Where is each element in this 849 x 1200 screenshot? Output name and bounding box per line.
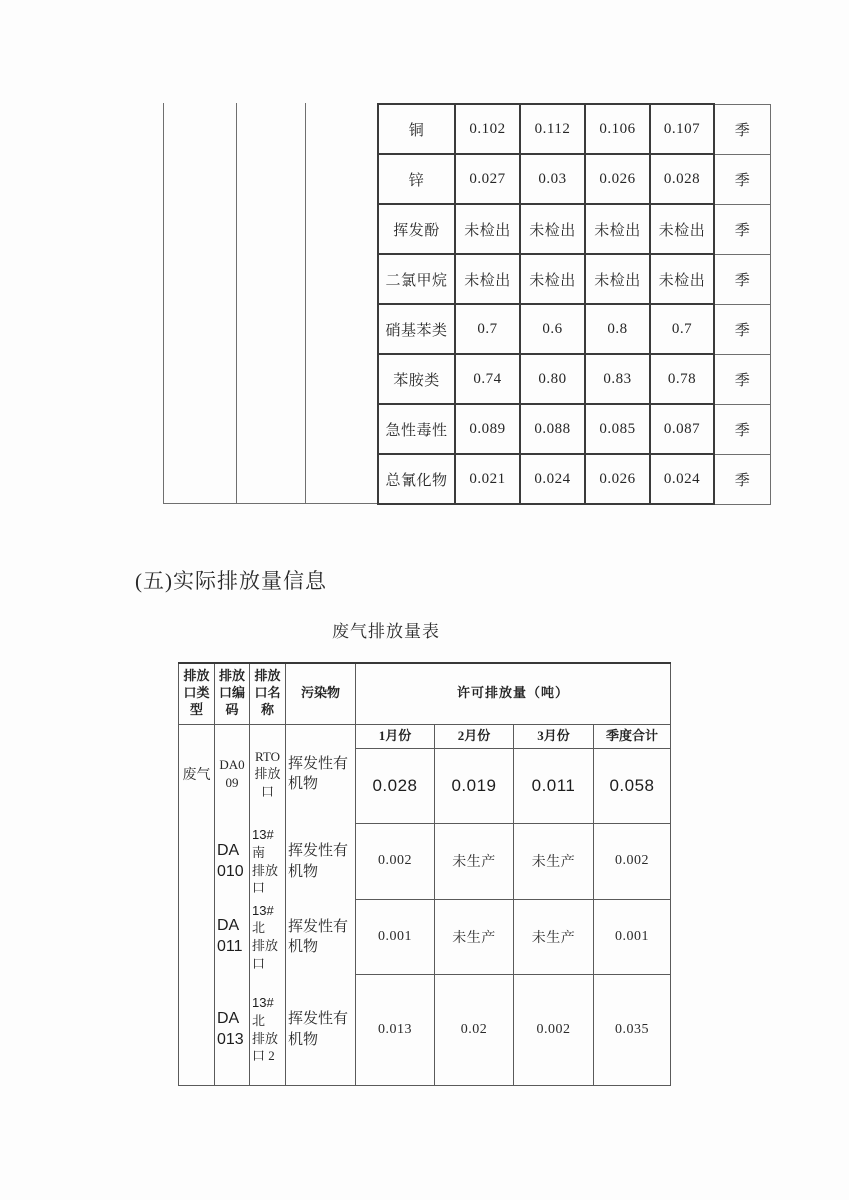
pollutant-cell: 二氯甲烷 bbox=[378, 254, 455, 304]
header-month-1: 1月份 bbox=[356, 724, 435, 748]
value-cell: 未检出 bbox=[585, 254, 650, 304]
value-cell: 0.106 bbox=[585, 104, 650, 154]
monthly-value-cell: 0.011 bbox=[514, 748, 594, 823]
pollutant-cell: 挥发性有机物 bbox=[288, 1011, 349, 1048]
monitoring-table-left-columns bbox=[163, 103, 377, 504]
header-outlet-type: 排放 口类 型 bbox=[179, 663, 215, 724]
quarter-cell: 季 bbox=[714, 454, 770, 504]
monthly-value-cell: 0.013 bbox=[356, 975, 435, 1085]
value-cell: 0.03 bbox=[520, 154, 585, 204]
outlet-code-cell: DA 011 bbox=[217, 917, 243, 955]
value-cell: 0.107 bbox=[650, 104, 714, 154]
quarter-total-cell: 0.058 bbox=[594, 748, 671, 823]
pollutant-column bbox=[286, 724, 356, 1085]
monthly-value-cell: 未生产 bbox=[435, 823, 514, 899]
header-row bbox=[179, 663, 671, 724]
table-row bbox=[378, 154, 770, 204]
value-cell: 0.112 bbox=[520, 104, 585, 154]
value-cell: 0.089 bbox=[455, 404, 520, 454]
subheader-row bbox=[179, 724, 671, 748]
quarter-cell: 季 bbox=[714, 154, 770, 204]
outlet-name-cell: RTO 排放 口 bbox=[254, 748, 281, 799]
outlet-type-column bbox=[179, 724, 215, 1085]
value-cell: 0.027 bbox=[455, 154, 520, 204]
quarter-total-cell: 0.001 bbox=[594, 899, 671, 974]
pollutant-cell: 总氰化物 bbox=[378, 454, 455, 504]
monitoring-empty-column bbox=[306, 103, 377, 503]
value-cell: 0.026 bbox=[585, 154, 650, 204]
pollutant-cell: 锌 bbox=[378, 154, 455, 204]
value-cell: 未检出 bbox=[520, 254, 585, 304]
outlet-type-cell: 废气 bbox=[182, 768, 211, 783]
value-cell: 未检出 bbox=[585, 204, 650, 254]
monthly-value-cell: 未生产 bbox=[435, 899, 514, 974]
outlet-name-cell: 13#北 排放 口 bbox=[252, 902, 279, 971]
pollutant-cell: 苯胺类 bbox=[378, 354, 455, 404]
monthly-value-cell: 0.002 bbox=[356, 823, 435, 899]
value-cell: 未检出 bbox=[455, 254, 520, 304]
table-row bbox=[378, 454, 770, 504]
header-month-2: 2月份 bbox=[435, 724, 514, 748]
value-cell: 0.80 bbox=[520, 354, 585, 404]
header-quarter-total: 季度合计 bbox=[594, 724, 671, 748]
value-cell: 0.028 bbox=[650, 154, 714, 204]
header-outlet-name: 排放 口名 称 bbox=[250, 663, 286, 724]
outlet-code-cell: DA 013 bbox=[217, 1009, 244, 1048]
monitoring-empty-column bbox=[164, 103, 237, 503]
emission-table-title: 废气排放量表 bbox=[332, 622, 440, 641]
monitoring-empty-column bbox=[237, 103, 306, 503]
monthly-value-cell: 0.028 bbox=[356, 748, 435, 823]
header-permitted-amount: 许可排放量（吨） bbox=[356, 663, 671, 724]
pollutant-cell: 硝基苯类 bbox=[378, 304, 455, 354]
value-cell: 0.024 bbox=[520, 454, 585, 504]
value-cell: 未检出 bbox=[455, 204, 520, 254]
monthly-value-cell: 0.002 bbox=[514, 975, 594, 1085]
outlet-code-cell: DA 010 bbox=[217, 841, 244, 880]
value-cell: 0.6 bbox=[520, 304, 585, 354]
emission-table bbox=[178, 662, 671, 1086]
pollutant-cell: 挥发酚 bbox=[378, 204, 455, 254]
quarter-cell: 季 bbox=[714, 104, 770, 154]
pollutant-cell: 挥发性有机物 bbox=[288, 918, 349, 955]
quarter-total-cell: 0.035 bbox=[594, 975, 671, 1085]
header-pollutant: 污染物 bbox=[286, 663, 356, 724]
value-cell: 0.087 bbox=[650, 404, 714, 454]
quarter-cell: 季 bbox=[714, 304, 770, 354]
pollutant-cell: 铜 bbox=[378, 104, 455, 154]
monthly-value-cell: 0.019 bbox=[435, 748, 514, 823]
value-cell: 0.024 bbox=[650, 454, 714, 504]
monthly-value-cell: 0.02 bbox=[435, 975, 514, 1085]
outlet-name-cell: 13#南 排放 口 bbox=[252, 827, 279, 896]
value-cell: 0.026 bbox=[585, 454, 650, 504]
header-outlet-code: 排放 口编 码 bbox=[215, 663, 250, 724]
quarter-total-cell: 0.002 bbox=[594, 823, 671, 899]
outlet-code-column bbox=[215, 724, 250, 1085]
quarter-cell: 季 bbox=[714, 404, 770, 454]
header-month-3: 3月份 bbox=[514, 724, 594, 748]
table-row bbox=[378, 404, 770, 454]
value-cell: 0.74 bbox=[455, 354, 520, 404]
value-cell: 0.7 bbox=[455, 304, 520, 354]
outlet-code-cell: DA0 09 bbox=[219, 757, 245, 790]
table-row bbox=[378, 304, 770, 354]
value-cell: 0.8 bbox=[585, 304, 650, 354]
section-heading: (五)实际排放量信息 bbox=[135, 569, 327, 593]
outlet-name-cell: 13#北 排放 口 2 bbox=[252, 995, 279, 1064]
value-cell: 0.7 bbox=[650, 304, 714, 354]
table-row bbox=[378, 204, 770, 254]
value-cell: 0.78 bbox=[650, 354, 714, 404]
value-cell: 0.102 bbox=[455, 104, 520, 154]
quarter-cell: 季 bbox=[714, 254, 770, 304]
quarter-cell: 季 bbox=[714, 354, 770, 404]
pollutant-cell: 挥发性有机物 bbox=[288, 755, 349, 792]
outlet-name-column bbox=[250, 724, 286, 1085]
table-row bbox=[378, 254, 770, 304]
value-cell: 0.088 bbox=[520, 404, 585, 454]
value-cell: 0.085 bbox=[585, 404, 650, 454]
monitoring-table bbox=[377, 103, 771, 505]
value-cell: 未检出 bbox=[520, 204, 585, 254]
quarter-cell: 季 bbox=[714, 204, 770, 254]
pollutant-cell: 挥发性有机物 bbox=[288, 843, 349, 880]
monthly-value-cell: 0.001 bbox=[356, 899, 435, 974]
table-row bbox=[378, 354, 770, 404]
value-cell: 0.021 bbox=[455, 454, 520, 504]
pollutant-cell: 急性毒性 bbox=[378, 404, 455, 454]
table-row bbox=[378, 104, 770, 154]
monthly-value-cell: 未生产 bbox=[514, 899, 594, 974]
monthly-value-cell: 未生产 bbox=[514, 823, 594, 899]
value-cell: 未检出 bbox=[650, 204, 714, 254]
value-cell: 未检出 bbox=[650, 254, 714, 304]
value-cell: 0.83 bbox=[585, 354, 650, 404]
